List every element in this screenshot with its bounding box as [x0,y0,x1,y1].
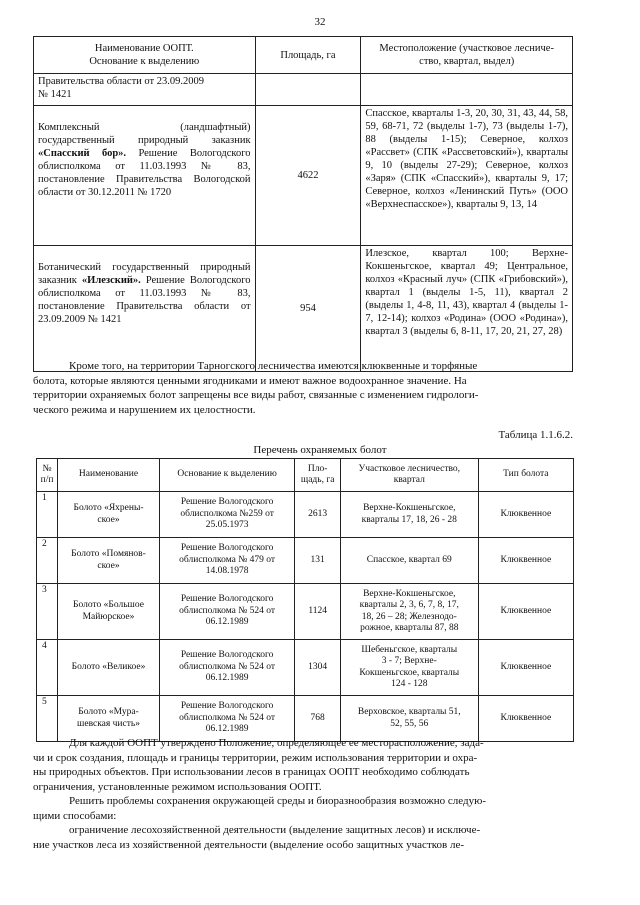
table-cell-name: Комплексный (ландшафтный) государственный природный заказник «Спасский бор». Решение Вологодского облисполкома от 11.03.1993 № 83, постановление Правительства Вологодской области от 30.12.2011 № 1720 [34,106,256,246]
table-row [37,538,574,584]
reserve-name: «Спасский бор». [38,148,127,159]
table-row [37,492,574,538]
table-title: Перечень охраняемых болот [253,444,387,456]
bog-basis: Решение Вологодского облисполкома № 524 от 06.12.1989 [159,584,295,640]
bog-basis: Решение Вологодского облисполкома №259 от 25.05.1973 [159,492,295,538]
header-area: Площадь, га [255,37,361,74]
table-cell-name: Правительства области от 23.09.2009 № 1421 [34,74,256,106]
table-header-row [34,37,573,74]
bog-basis: Решение Вологодского облисполкома № 524 от 06.12.1989 [159,640,295,696]
table-cell-location [361,74,573,106]
bog-area: 768 [295,696,341,742]
bog-area: 2613 [295,492,341,538]
page-number: 32 [314,16,326,28]
table-row [37,640,574,696]
table-row [34,246,573,372]
paragraph-restrictions: ограничение лесохозяйственной деятельности (выделение защитных лесов) и исключе- ние участков леса из хозяйственной деятельности (выделение особо защитных участков ле- [33,824,481,851]
protected-bogs-table [36,458,574,742]
header-area: Пло- щадь, га [295,459,341,492]
table-row [37,696,574,742]
header-basis: Основание к выделению [159,459,295,492]
row-number: 4 [37,640,58,696]
table-cell-location: Спасское, кварталы 1-3, 20, 30, 31, 43, 44, 58, 59, 68-71, 72 (выделы 1-7), 73 (выделы 1-7), 88 (выделы 1-15); Северное, колхоз «Рассвет» (СПК «Рассветовский»), кварталы 9, 10 (выделы 27-29); Северное, колхоз «Заря» (СПК «Спасский»), кварталы 9, 17; Северное, колхоз «Ленинский Путь» (ООО «Верхнеспасское»), кварталы 9, 13, 14 [361,106,573,246]
bog-name: Болото «Мура- шевская чисть» [58,696,160,742]
bog-name: Болото «Яхрены- ское» [58,492,160,538]
paragraph-solutions: Решить проблемы сохранения окружающей среды и биоразнообразия возможно следую- щими способами: [33,795,486,822]
protected-areas-table [33,36,573,372]
header-location: Местоположение (участковое лесниче- ство, квартал, выдел) [361,37,573,74]
table-header-row [37,459,574,492]
reserve-name: «Илезский». [81,275,141,286]
table-row [37,584,574,640]
table-cell-area: 4622 [255,106,361,246]
table-cell-area: 954 [255,246,361,372]
bog-name: Болото «Помянов- ское» [58,538,160,584]
bog-area: 1304 [295,640,341,696]
header-forestry: Участковое лесничество, квартал [340,459,478,492]
paragraph-bogs-intro: Кроме того, на территории Тарногского лесничества имеются клюквенные и торфяные болота, которые являются ценными ягодниками и имеют важное водоохранное значение. На территории охраняемых болот запрещены все виды работ, связанные с изменением гидрологи- ческого режима и нарушением их целостности. [33,360,479,416]
bog-name: Болото «Большое Майюрское» [58,584,160,640]
bog-forestry: Шебеньгское, кварталы 3 - 7; Верхне- Кокшеньгское, кварталы 124 - 128 [340,640,478,696]
bog-forestry: Верхне-Кокшеньгское, кварталы 17, 18, 26 - 28 [340,492,478,538]
table-cell-area [255,74,361,106]
bog-type: Клюквенное [478,538,573,584]
bog-forestry: Верховское, кварталы 51, 52, 55, 56 [340,696,478,742]
header-name-basis: Наименование ООПТ. Основание к выделению [34,37,256,74]
table-number: Таблица 1.1.6.2. [498,429,573,441]
bog-forestry: Верхне-Кокшеньгское, кварталы 2, 3, 6, 7, 8, 17, 18, 26 – 28; Железнодо- рожное, кварталы 87, 88 [340,584,478,640]
table-cell-location: Илезское, квартал 100; Верхне-Кокшеньгское, квартал 49; Центральное, колхоз «Красный луч» (СПК «Грибовский»), квартал 1 (выделы 1-5, 11), квартал 2 (выделы 1, 4-8, 11, 43), квартал 4 (выделы 1-7, 12-14); колхоз «Родина» (ООО «Родина»), квартал 3 (выделы 6, 8-11, 17, 20, 21, 27, 28) [361,246,573,372]
header-bog-type: Тип болота [478,459,573,492]
row-number: 3 [37,584,58,640]
bog-type: Клюквенное [478,696,573,742]
paragraph-regulations: Для каждой ООПТ утверждено Положение, определяющее ее месторасположение, зада- чи и срок создания, площадь и границы территории, режим использования территории и охра- ны природных объектов. При использовании лесов в границах ООПТ необходимо соблюдать ограничения, установленные режимом использования ООПТ. [33,737,484,793]
bog-area: 1124 [295,584,341,640]
table-cell-name: Ботанический государственный природный заказник «Илезский». Решение Вологодского облисполкома от 11.03.1993 № 83, постановление Правительства области от 23.09.2009 № 1421 [34,246,256,372]
bog-basis: Решение Вологодского облисполкома № 479 от 14.08.1978 [159,538,295,584]
row-number: 5 [37,696,58,742]
bog-area: 131 [295,538,341,584]
header-number: № п/п [37,459,58,492]
row-number: 2 [37,538,58,584]
bog-name: Болото «Великое» [58,640,160,696]
bog-type: Клюквенное [478,640,573,696]
header-name: Наименование [58,459,160,492]
bog-forestry: Спасское, квартал 69 [340,538,478,584]
table-row [34,106,573,246]
bog-type: Клюквенное [478,584,573,640]
bog-basis: Решение Вологодского облисполкома № 524 от 06.12.1989 [159,696,295,742]
bog-type: Клюквенное [478,492,573,538]
table-row [34,74,573,106]
row-number: 1 [37,492,58,538]
